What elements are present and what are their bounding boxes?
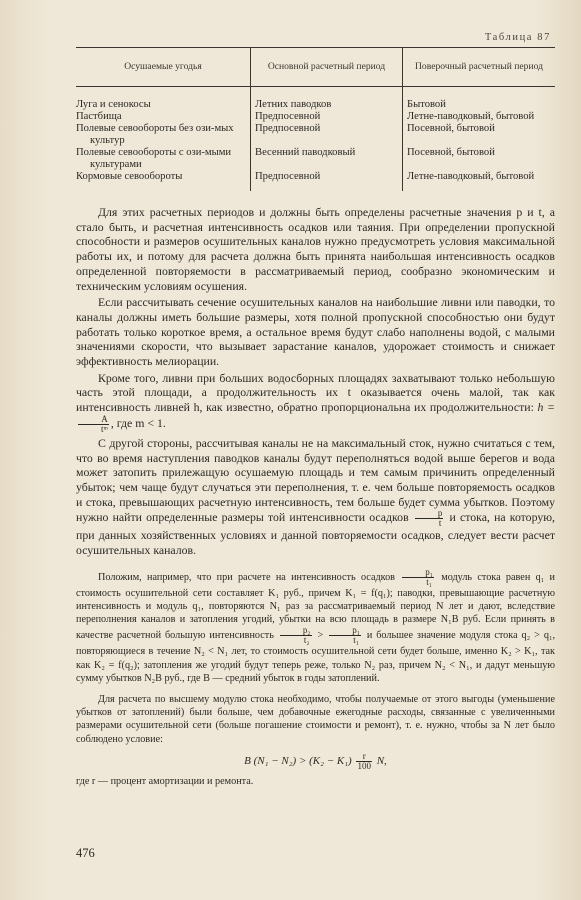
- main-text: [76, 205, 555, 558]
- small-paragraph-3: где r — процент амортизации и ремонта.: [76, 775, 254, 787]
- table-row: [76, 123, 555, 147]
- table-row: [76, 111, 555, 123]
- cell-land: Полевые севообороты с ози-мыми культурами: [76, 147, 232, 170]
- table-row: [76, 147, 555, 171]
- paragraph-3: Кроме того, ливни при больших водосборных площадях захватывают только небольшую часть этой площади, а продолжительность их t оказывается очень малой, так как интенсивность ливней h, как известно, обратно пропорциональна их продолжительности: h = $\frac{A}{\text{tᵐ}}$ , где m < 1.: [76, 370, 556, 434]
- cell-main: Предпосевной: [251, 171, 403, 191]
- cell-main: Летних паводков: [251, 87, 403, 112]
- fraction-p1-over-t1-b: $\frac{\text{p₁}}{\text{t₁}}$: [329, 626, 361, 645]
- table-label: Таблица 87: [484, 32, 551, 43]
- cell-check: Бытовой: [403, 87, 556, 112]
- cell-check: Летне-паводковый, бытовой: [403, 111, 556, 123]
- periods-table: [76, 47, 555, 191]
- cell-check: Посевной, бытовой: [403, 147, 556, 171]
- cell-check: Летне-паводковый, бытовой: [403, 171, 556, 191]
- cell-main: Предпосевной: [251, 123, 403, 147]
- fraction-p-over-t: $\frac{p}{t}$: [415, 509, 444, 528]
- cell-check: Посевной, бытовой: [403, 123, 556, 147]
- paragraph-4: С другой стороны, рассчитывая каналы не на максимальный сток, нужно считаться с тем, что во время наступления паводков каналы будут переполняться водой выше берегов и вода может затопить прилежащую осушаемую площадь и тем самым причинить определенный убыток; чем чаще будут случаться эти переполнения, т. е. чем больше повторяемость осадков и стока, превышающих расчетную интенсивность, тем больше будет сумма убытков. Поэтому нужно найти определенные размеры той интенсивности осадков $\frac{p}{t}$ и стока, на которую, при данных хозяйственных условиях и данной повторяемости осадков, следует вести расчет осушительных каналов.: [76, 435, 555, 558]
- fraction-p1-over-t1: $\frac{\text{p₁}}{\text{t₁}}$: [402, 568, 434, 587]
- small-text: [76, 568, 555, 788]
- header-main-period: Основной расчетный период: [251, 48, 403, 87]
- formula-h: h =: [537, 400, 556, 415]
- cell-land: Пастбища: [76, 111, 122, 122]
- paragraph-2: Если рассчитывать сечение осушительных каналов на наибольшие ливни или паводки, то каналы должны иметь большие размеры, хотя полной пропускной способностью они будут работать только короткое время, а остальное время будут слабо наполнены водой, с малыми значениями скорости, что вызывает зарастание каналов, удорожает стоимость и снижает эффективность мелиорации.: [76, 295, 555, 369]
- cell-land: Луга и сенокосы: [76, 99, 151, 110]
- cell-main: Предпосевной: [251, 111, 403, 123]
- small-paragraph-1: Положим, например, что при расчете на интенсивность осадков $\frac{\text{p₁}}{\text{t₁}}$ модуль стока равен q₁ и стоимость осушительной сети составляет K₁ руб., причем K₁ = f(q₁); паводки, превышающие расчетную интенсивность и модуль q₁, повторяются N₁ раз за рассматриваемый период N лет и дают, вследствие переполнения каналов и затопления угодий, убытки на всю площадь в размере N₁B руб. Если принять в качестве расчетной большую интенсивность $\frac{\text{p₂}}{\text{t₂}}$ > $\frac{\text{p₁}}{\text{t₁}}$ и большее значение модуля стока q₂ > q₁, повторяющиеся в течение N₂ < N₁ лет, то стоимость осушительной сети будет больше, именно K₂ > K₁, так как K₂ = f(q₂); затопления же угодий будут теперь реже, только N₂ раз, причем N₂ < N₁, и дадут меньшую сумму убытков N₂B руб., где B — средний убыток в годы затоплений.: [76, 566, 556, 684]
- header-check-period: Поверочный расчетный период: [403, 48, 556, 87]
- table-row: [76, 171, 555, 191]
- page-number: 476: [76, 846, 95, 860]
- paragraph-1: Для этих расчетных периодов и должны быть определены расчетные значения p и t, а стало быть, и расчетная интенсивность осадков или таяния. При определении пропускной способности и размеров осушительных каналов нужно предусмотреть условия максимальной работы их, и потому для расчета должна быть принята наибольшая интенсивность осадков определенной повторяемости в рассматриваемый период, сообразно экономическим и техническим условиям осушения.: [76, 205, 555, 293]
- header-land: Осушаемые угодья: [76, 48, 251, 87]
- cell-land: Полевые севообороты без ози-мых культур: [76, 123, 234, 146]
- fraction-r-over-100: $\frac{r}{100}$: [357, 750, 371, 771]
- fraction-a-over-tm: $\frac{A}{\text{tᵐ}}$: [78, 415, 109, 434]
- cell-main: Весенний паводковый: [251, 147, 403, 171]
- small-paragraph-2: Для расчета по высшему модулю стока необходимо, чтобы получаемые от этого выгоды (уменьшение убытков от затоплений) были больше, чем добавочные ежегодные расходы, связанные с увеличенными размерами осушительной сети (больше погашение стоимости и ремонт), т. е. нужно, чтобы за N лет было соблюдено условие:: [76, 693, 555, 745]
- condition-formula: B (N₁ − N₂) > (K₂ − K₁) $\frac{r}{100}$ N,: [244, 750, 387, 771]
- fraction-p2-over-t2: $\frac{\text{p₂}}{\text{t₂}}$: [280, 626, 312, 645]
- cell-land: Кормовые севообороты: [76, 171, 183, 182]
- table-row: [76, 87, 555, 112]
